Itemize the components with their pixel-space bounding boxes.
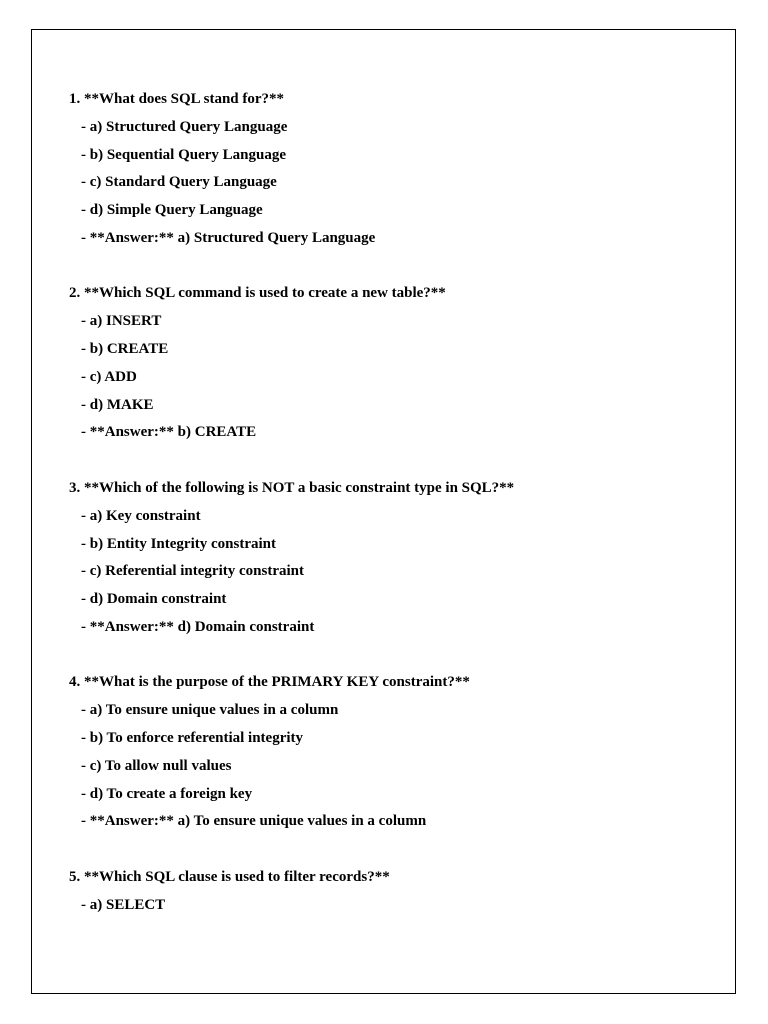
answer-option: - c) ADD [81, 368, 137, 385]
answer-option: - d) Simple Query Language [81, 202, 263, 219]
question-block [69, 864, 709, 920]
question-text: 5. **Which SQL clause is used to filter records?** [69, 868, 390, 885]
correct-answer: - **Answer:** a) To ensure unique values in a column [81, 813, 427, 830]
question-block [69, 669, 709, 836]
answer-option: - d) MAKE [81, 396, 154, 413]
quiz-content [69, 86, 709, 919]
answer-option: - b) To enforce referential integrity [81, 730, 304, 746]
question-block [69, 475, 709, 642]
answer-option: - b) Entity Integrity constraint [81, 535, 276, 552]
answer-option: - a) Key constraint [81, 507, 201, 524]
answer-option: - b) CREATE [81, 341, 169, 358]
correct-answer: - **Answer:** a) Structured Query Language [81, 229, 376, 246]
answer-option: - b) Sequential Query Language [81, 146, 287, 163]
question-block [69, 86, 709, 253]
answer-option: - c) Referential integrity constraint [81, 563, 304, 580]
answer-option: - c) Standard Query Language [81, 174, 277, 191]
question-text: 2. **Which SQL command is used to create a new table?** [69, 285, 446, 302]
correct-answer: - **Answer:** b) CREATE [81, 424, 257, 441]
correct-answer: - **Answer:** d) Domain constraint [81, 618, 315, 635]
answer-option: - c) To allow null values [81, 757, 232, 774]
answer-option: - a) SELECT [81, 896, 166, 913]
question-text: 3. **Which of the following is NOT a basic constraint type in SQL?** [69, 479, 515, 496]
answer-option: - a) To ensure unique values in a column [81, 702, 339, 719]
question-text: 4. **What is the purpose of the PRIMARY KEY constraint?** [69, 674, 470, 691]
answer-option: - d) Domain constraint [81, 591, 227, 608]
question-text: 1. **What does SQL stand for?** [69, 91, 285, 107]
answer-option: - d) To create a foreign key [81, 785, 253, 802]
question-block [69, 280, 709, 447]
answer-option: - a) Structured Query Language [81, 118, 288, 135]
answer-option: - a) INSERT [81, 313, 162, 330]
